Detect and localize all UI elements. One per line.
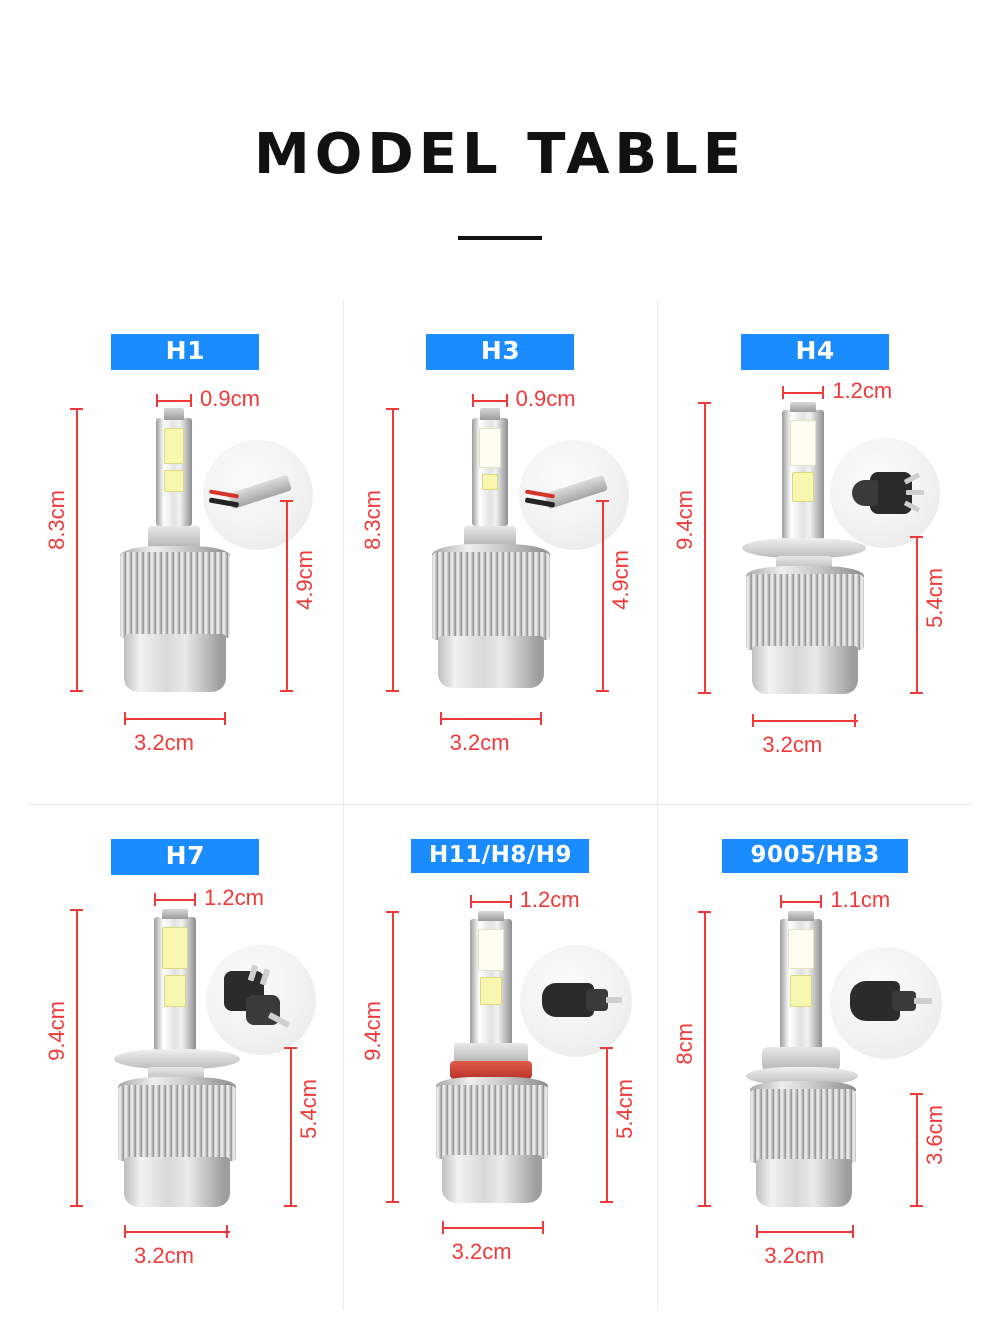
model-badge-9005: 9005/HB3 — [722, 839, 908, 873]
bulb-collar — [454, 1043, 528, 1063]
plug-pin — [260, 968, 271, 985]
model-grid — [28, 300, 972, 1310]
bulb-collar — [148, 526, 200, 548]
socket-connector-neck — [892, 991, 916, 1011]
bulb-cob-chip-2 — [480, 977, 502, 1005]
model-cell-h7 — [28, 805, 343, 1310]
bulb-heatsink-fins — [120, 552, 230, 638]
dim-line-subheight — [916, 536, 918, 694]
model-badge-h7: H7 — [111, 839, 259, 875]
dim-line-basewidth — [756, 1231, 854, 1233]
model-cell-9005 — [657, 805, 972, 1310]
dim-tick — [822, 386, 824, 399]
page-title: MODEL TABLE — [253, 122, 747, 187]
dim-line-subheight — [916, 1093, 918, 1207]
dim-tick — [542, 1221, 544, 1234]
dim-line-width — [470, 901, 512, 903]
connector-inset-h4 — [830, 438, 940, 548]
dim-tick — [124, 712, 126, 725]
dim-tick — [540, 712, 542, 725]
bulb-cob-chip-2 — [792, 472, 814, 502]
dim-tick — [756, 1225, 758, 1238]
dim-width-h4: 1.2cm — [832, 378, 893, 403]
bulb-tip — [478, 911, 504, 921]
dim-tick — [70, 408, 83, 410]
dim-tick — [124, 1225, 126, 1238]
bulb-tip — [788, 911, 814, 921]
dim-height-h4: 9.4cm — [672, 490, 698, 550]
dim-subheight-9005: 3.6cm — [922, 1105, 948, 1165]
bulb-tip — [164, 408, 184, 420]
dim-line-subheight — [286, 500, 288, 692]
dim-tick — [596, 500, 609, 502]
bulb-flange — [114, 1049, 240, 1069]
dim-subheight-h1: 4.9cm — [292, 550, 317, 610]
bulb-tip — [480, 408, 500, 420]
dim-tick — [70, 909, 83, 911]
model-cell-h3 — [343, 300, 658, 805]
dim-tick — [70, 690, 83, 692]
socket-connector-neck — [586, 989, 608, 1011]
bulb-heatsink-fins — [436, 1085, 548, 1159]
dim-basewidth-h11: 3.2cm — [451, 1239, 512, 1264]
dim-subheight-h11: 5.4cm — [611, 1079, 637, 1139]
dim-subheight-h3: 4.9cm — [607, 550, 633, 610]
dim-tick — [910, 1093, 923, 1095]
dim-basewidth-h1: 3.2cm — [134, 730, 194, 755]
dim-width-h1: 0.9cm — [200, 386, 260, 411]
dim-height-h11: 9.4cm — [359, 1001, 385, 1061]
dim-tick — [70, 1205, 83, 1207]
model-cell-h1 — [28, 300, 343, 805]
bulb-base — [124, 1157, 230, 1207]
dim-width-9005: 1.1cm — [830, 887, 891, 912]
dim-height-h7: 9.4cm — [44, 1001, 69, 1061]
title-divider — [458, 236, 542, 240]
connector-inset-h7 — [206, 945, 316, 1055]
model-badge-h1: H1 — [111, 334, 259, 370]
dim-tick — [280, 690, 293, 692]
dim-line-subheight — [290, 1047, 292, 1207]
dim-line-height — [392, 911, 394, 1203]
bulb-cob-chip — [164, 428, 184, 464]
dim-subheight-h7: 5.4cm — [296, 1079, 321, 1139]
bulb-base — [442, 1155, 542, 1203]
bulb-cob-chip — [788, 929, 814, 969]
dim-line-width — [156, 400, 192, 402]
bulb-base — [756, 1159, 852, 1207]
dim-width-h11: 1.2cm — [519, 887, 580, 912]
socket-pin — [606, 997, 622, 1003]
dim-tick — [820, 895, 822, 908]
bulb-base — [752, 646, 858, 694]
bulb-heatsink-fins — [118, 1085, 236, 1161]
dim-tick — [224, 712, 226, 725]
bulb-cob-chip-2 — [164, 975, 186, 1007]
dim-line-width — [472, 400, 508, 402]
dim-tick — [190, 394, 192, 407]
dim-line-basewidth — [442, 1227, 544, 1229]
dim-tick — [386, 911, 399, 913]
dim-line-basewidth — [440, 718, 542, 720]
bulb-cob-chip-2 — [482, 474, 498, 490]
dim-tick — [440, 712, 442, 725]
dim-height-9005: 8cm — [672, 1023, 698, 1065]
dim-tick — [156, 394, 158, 407]
model-badge-h3: H3 — [426, 334, 574, 370]
dim-subheight-h4: 5.4cm — [922, 568, 948, 628]
dim-tick — [280, 500, 293, 502]
dim-height-h3: 8.3cm — [359, 490, 385, 550]
dim-tick — [470, 895, 472, 908]
bulb-heatsink-fins — [750, 1089, 856, 1163]
dim-line-height — [76, 408, 78, 692]
dim-tick — [600, 1201, 613, 1203]
connector-inset-h1 — [203, 440, 313, 550]
dim-line-height — [704, 402, 706, 694]
dim-tick — [910, 1205, 923, 1207]
dim-tick — [386, 690, 399, 692]
dim-tick — [910, 692, 923, 694]
bulb-cob-chip — [478, 929, 504, 971]
dim-line-basewidth — [124, 718, 226, 720]
dim-tick — [154, 893, 156, 906]
bulb-heatsink-fins — [432, 552, 550, 640]
dim-line-width — [780, 901, 822, 903]
connector-inset-9005 — [830, 947, 942, 1059]
dim-tick — [284, 1205, 297, 1207]
dim-line-width — [154, 899, 196, 901]
dim-line-subheight — [602, 500, 604, 692]
bulb-cob-chip-2 — [790, 975, 812, 1007]
dim-line-basewidth — [752, 720, 858, 722]
connector-inset-h11 — [520, 945, 632, 1057]
dim-tick — [854, 714, 856, 727]
bulb-cob-chip — [790, 420, 816, 466]
dim-line-height — [704, 911, 706, 1207]
model-badge-h11: H11/H8/H9 — [411, 839, 589, 873]
dim-tick — [782, 386, 784, 399]
dim-tick — [442, 1221, 444, 1234]
dim-basewidth-9005: 3.2cm — [764, 1243, 825, 1268]
bulb-base — [124, 634, 226, 692]
dim-tick — [386, 408, 399, 410]
dim-basewidth-h3: 3.2cm — [449, 730, 510, 755]
dim-width-h7: 1.2cm — [204, 885, 264, 910]
plug-pin — [906, 490, 924, 495]
dim-line-height — [76, 909, 78, 1207]
socket-pin — [914, 998, 932, 1004]
dim-tick — [698, 402, 711, 404]
dim-tick — [752, 714, 754, 727]
dim-height-h1: 8.3cm — [44, 490, 69, 550]
dim-tick — [510, 895, 512, 908]
bulb-tip — [162, 909, 188, 919]
bulb-cob-chip — [479, 428, 501, 468]
bulb-cob-chip-2 — [164, 470, 184, 492]
dim-tick — [596, 690, 609, 692]
dim-line-subheight — [606, 1047, 608, 1203]
plug-connector-neck — [852, 480, 878, 506]
bulb-heatsink-fins — [746, 574, 864, 650]
dim-tick — [472, 394, 474, 407]
dim-tick — [386, 1201, 399, 1203]
dim-width-h3: 0.9cm — [515, 386, 576, 411]
dim-tick — [780, 895, 782, 908]
dim-tick — [600, 1047, 613, 1049]
dim-line-basewidth — [124, 1231, 230, 1233]
dim-basewidth-h4: 3.2cm — [762, 732, 823, 757]
dim-basewidth-h7: 3.2cm — [134, 1243, 194, 1268]
dim-line-width — [782, 392, 824, 394]
model-cell-h11 — [343, 805, 658, 1310]
model-cell-h4 — [657, 300, 972, 805]
dim-tick — [852, 1225, 854, 1238]
dim-tick — [698, 1205, 711, 1207]
dim-tick — [698, 911, 711, 913]
dim-tick — [506, 394, 508, 407]
bulb-base — [438, 636, 544, 688]
bulb-flange — [742, 538, 866, 558]
dim-line-height — [392, 408, 394, 692]
dim-tick — [226, 1225, 228, 1238]
connector-inset-h3 — [519, 440, 629, 550]
dim-tick — [284, 1047, 297, 1049]
dim-tick — [194, 893, 196, 906]
bulb-tip — [790, 402, 816, 412]
bulb-collar — [464, 526, 516, 546]
bulb-cob-chip — [162, 927, 188, 969]
model-badge-h4: H4 — [741, 334, 889, 370]
dim-tick — [698, 692, 711, 694]
dim-tick — [910, 536, 923, 538]
